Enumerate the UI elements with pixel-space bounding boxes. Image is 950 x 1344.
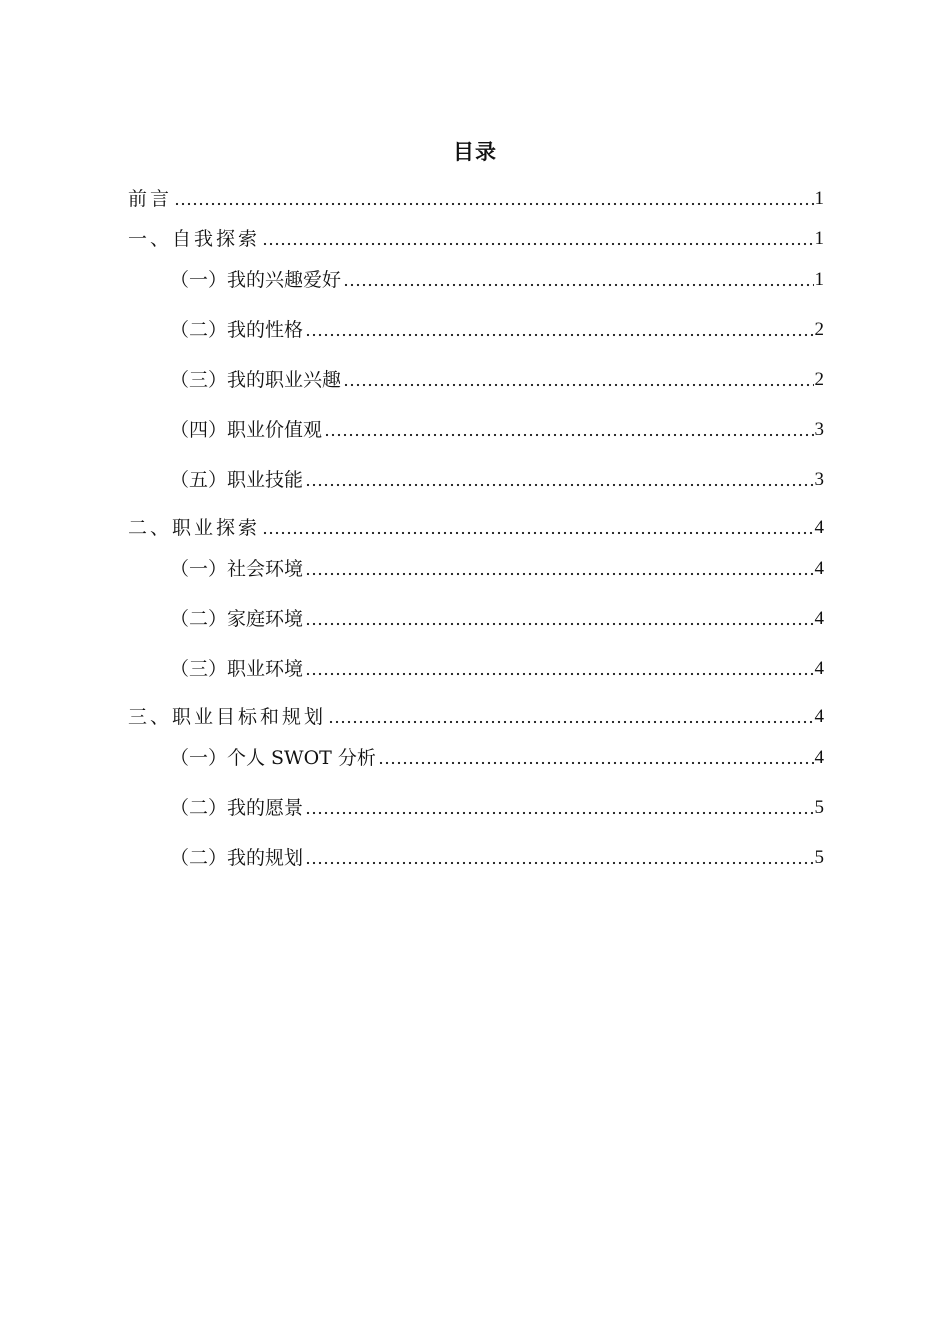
toc-leader-dots: [343, 378, 813, 388]
toc-entry-social-environment[interactable]: [170, 554, 824, 584]
toc-entry-career-values[interactable]: [170, 415, 824, 445]
toc-entry-label: （三）我的职业兴趣: [170, 365, 341, 395]
toc-leader-dots: [324, 428, 813, 438]
toc-entry-plan[interactable]: [170, 843, 824, 873]
toc-leader-dots: [343, 278, 813, 288]
toc-page-number: 1: [814, 228, 824, 249]
toc-entry-swot-analysis[interactable]: [170, 743, 824, 773]
toc-leader-dots: [328, 715, 813, 725]
toc-entry-label: 一、自我探索: [128, 224, 260, 254]
toc-leader-dots: [305, 856, 813, 866]
toc-entry-label: （四）职业价值观: [170, 415, 322, 445]
toc-entry-goals-and-planning[interactable]: [128, 702, 824, 732]
toc-page-number: 2: [814, 319, 824, 340]
toc-page-number: 3: [814, 419, 824, 440]
toc-leader-dots: [305, 667, 813, 677]
toc-entry-label: （一）社会环境: [170, 554, 303, 584]
toc-entry-career-environment[interactable]: [170, 654, 824, 684]
toc-page-number: 5: [814, 847, 824, 868]
toc-leader-dots: [305, 567, 813, 577]
toc-page-number: 1: [814, 188, 824, 209]
toc-entry-label: （五）职业技能: [170, 465, 303, 495]
toc-entry-label: 前言: [128, 184, 172, 214]
toc-entry-career-skills[interactable]: [170, 465, 824, 495]
toc-leader-dots: [262, 237, 813, 247]
toc-entry-label: （二）我的性格: [170, 315, 303, 345]
toc-leader-dots: [305, 806, 813, 816]
toc-entry-vision[interactable]: [170, 793, 824, 823]
toc-page-number: 3: [814, 469, 824, 490]
toc-page-number: 1: [814, 269, 824, 290]
toc-leader-dots: [174, 197, 813, 207]
toc-entry-label: （一）个人 SWOT 分析: [170, 743, 376, 773]
toc-entry-career-exploration[interactable]: [128, 513, 824, 543]
toc-leader-dots: [305, 478, 813, 488]
toc-entry-interests[interactable]: [170, 265, 824, 295]
toc-title: 目录: [453, 139, 497, 164]
toc-entry-label: 二、职业探索: [128, 513, 260, 543]
toc-leader-dots: [262, 526, 813, 536]
toc-entry-label: （二）我的规划: [170, 843, 303, 873]
toc-entry-self-exploration[interactable]: [128, 224, 824, 254]
toc-entry-career-interests[interactable]: [170, 365, 824, 395]
toc-leader-dots: [305, 328, 813, 338]
toc-page-number: 4: [814, 558, 824, 579]
toc-page-number: 4: [814, 706, 824, 727]
toc-page-number: 4: [814, 658, 824, 679]
toc-entry-label: （一）我的兴趣爱好: [170, 265, 341, 295]
toc-entry-personality[interactable]: [170, 315, 824, 345]
toc-page-number: 4: [814, 608, 824, 629]
toc-entry-family-environment[interactable]: [170, 604, 824, 634]
toc-page-number: 2: [814, 369, 824, 390]
toc-page-number: 4: [814, 517, 824, 538]
toc-leader-dots: [305, 617, 813, 627]
toc-page-number: 5: [814, 797, 824, 818]
toc-entry-label: 三、职业目标和规划: [128, 702, 326, 732]
toc-page-number: 4: [814, 747, 824, 768]
toc-entry-label: （二）家庭环境: [170, 604, 303, 634]
toc-leader-dots: [378, 756, 814, 766]
toc-entry-label: （三）职业环境: [170, 654, 303, 684]
toc-entry-label: （二）我的愿景: [170, 793, 303, 823]
toc-entry-preface[interactable]: [128, 184, 824, 214]
